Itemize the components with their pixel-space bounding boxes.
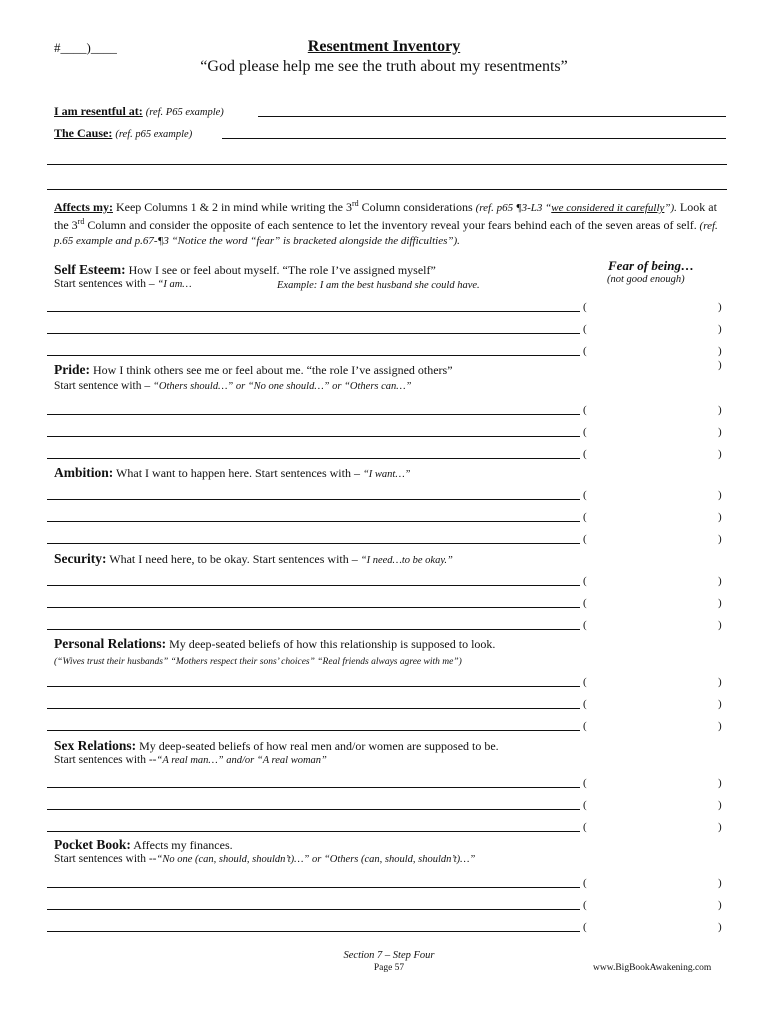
section-hint-personal-relations: (“Wives trust their husbands” “Mothers respect their sons’ choices” “Real friends always agree with me”)	[54, 657, 462, 667]
fear-close-paren: )	[718, 777, 722, 789]
fear-field-personal-relations[interactable]	[592, 676, 714, 690]
fear-open-paren: (	[583, 720, 587, 732]
field-dash	[717, 116, 726, 117]
fear-close-paren: )	[718, 533, 722, 545]
fear-open-paren: (	[583, 899, 587, 911]
footer-page-number: Page 57	[373, 963, 405, 973]
field-dash	[630, 138, 639, 139]
fear-open-paren: (	[583, 575, 587, 587]
fear-field-self-esteem[interactable]	[592, 323, 714, 337]
resentful-at-label: I am resentful at:	[54, 104, 143, 118]
resentful-at-ref: (ref. P65 example)	[145, 107, 224, 118]
fear-field-self-esteem[interactable]	[592, 301, 714, 315]
section-heading-pocket-book: Pocket Book: Affects my finances.	[54, 837, 233, 852]
writing-line-personal-relations[interactable]	[47, 708, 580, 709]
section-hint-pocket-book: Start sentences with --“No one (can, should, shouldn’t)…” or “Others (can, should, shouldn’t)…”	[54, 853, 476, 865]
fear-field-sex-relations[interactable]	[592, 821, 714, 835]
writing-line-sex-relations[interactable]	[47, 809, 580, 810]
writing-line-self-esteem[interactable]	[47, 355, 580, 356]
writing-line-security[interactable]	[47, 629, 580, 630]
fear-close-paren: )	[718, 345, 722, 357]
fear-close-paren: )	[718, 619, 722, 631]
fear-open-paren: (	[583, 448, 587, 460]
affects-paragraph: Affects my: Keep Columns 1 & 2 in mind while writing the 3rd Column considerations (ref. p65 ¶3-L3 “we considered it carefully”). Look at the 3rd Column and consider the opposite of each sentence to let the inventory reveal your fears behind each of the seven areas of self. (ref. p.65 example and p.67-¶3 “Notice the word “fear” is bracketed alongside the difficulties”).	[54, 199, 718, 247]
section-heading-self-esteem: Self Esteem: How I see or feel about myself. “The role I’ve assigned myself”	[54, 262, 436, 277]
fear-field-ambition[interactable]	[592, 489, 714, 503]
writing-line-pocket-book[interactable]	[47, 909, 580, 910]
cause-label: The Cause:	[54, 126, 113, 140]
writing-line-ambition[interactable]	[47, 499, 580, 500]
fear-close-paren: )	[718, 404, 722, 416]
section-hint-self-esteem: Start sentences with – “I am…	[54, 278, 192, 290]
fear-field-security[interactable]	[592, 597, 714, 611]
fear-open-paren: (	[583, 799, 587, 811]
writing-line-ambition[interactable]	[47, 543, 580, 544]
fear-field-pride[interactable]	[592, 426, 714, 440]
writing-line-self-esteem[interactable]	[47, 311, 580, 312]
fear-close-paren: )	[718, 426, 722, 438]
writing-line-personal-relations[interactable]	[47, 686, 580, 687]
fear-close-paren: )	[718, 575, 722, 587]
fear-field-pride[interactable]	[592, 448, 714, 462]
cause-label-row	[54, 126, 192, 141]
fear-close-paren: )	[718, 511, 722, 523]
section-heading-personal-relations: Personal Relations: My deep-seated beliefs of how this relationship is supposed to look.	[54, 636, 496, 651]
fear-field-ambition[interactable]	[592, 533, 714, 547]
fear-column-subtitle: (not good enough)	[607, 274, 685, 285]
writing-line-security[interactable]	[47, 585, 580, 586]
section-example-self-esteem: Example: I am the best husband she could have.	[277, 280, 480, 291]
page-title: Resentment Inventory	[307, 38, 461, 55]
fear-open-paren: (	[583, 676, 587, 688]
fear-open-paren: (	[583, 489, 587, 501]
resentful-at-label-row	[54, 104, 224, 119]
fear-field-personal-relations[interactable]	[592, 720, 714, 734]
writing-line-personal-relations[interactable]	[47, 730, 580, 731]
cause-field[interactable]	[222, 138, 726, 139]
cause-field-line-3[interactable]	[47, 189, 727, 190]
fear-field-security[interactable]	[592, 575, 714, 589]
field-dash	[717, 138, 726, 139]
field-dash	[672, 138, 681, 139]
resentful-at-field[interactable]	[258, 116, 726, 117]
section-hint-sex-relations: Start sentences with --“A real man…” and/or “A real woman”	[54, 754, 327, 766]
writing-line-pocket-book[interactable]	[47, 887, 580, 888]
fear-open-paren: (	[583, 323, 587, 335]
writing-line-pride[interactable]	[47, 414, 580, 415]
fear-field-pocket-book[interactable]	[592, 877, 714, 891]
fear-close-paren: )	[718, 799, 722, 811]
cause-ref: (ref. p65 example)	[115, 129, 193, 140]
fear-open-paren: (	[583, 345, 587, 357]
fear-field-sex-relations[interactable]	[592, 799, 714, 813]
fear-open-paren: (	[583, 777, 587, 789]
fear-open-paren: (	[583, 597, 587, 609]
cause-field-line-2[interactable]	[47, 164, 727, 165]
section-heading-security: Security: What I need here, to be okay. Start sentences with – “I need…to be okay.”	[54, 551, 453, 566]
page-subtitle: “God please help me see the truth about my resentments”	[200, 58, 568, 75]
fear-field-sex-relations[interactable]	[592, 777, 714, 791]
fear-close-paren: )	[718, 448, 722, 460]
fear-open-paren: (	[583, 426, 587, 438]
fear-field-pocket-book[interactable]	[592, 921, 714, 935]
fear-open-paren: (	[583, 301, 587, 313]
fear-open-paren: (	[583, 921, 587, 933]
writing-line-security[interactable]	[47, 607, 580, 608]
section-heading-pride: Pride: How I think others see me or feel about me. “the role I’ve assigned others”	[54, 362, 453, 377]
fear-open-paren: (	[583, 877, 587, 889]
fear-close-paren-extra: )	[718, 359, 722, 371]
fear-field-security[interactable]	[592, 619, 714, 633]
fear-column-title: Fear of being…	[608, 258, 694, 273]
fear-close-paren: )	[718, 899, 722, 911]
fear-open-paren: (	[583, 619, 587, 631]
writing-line-pride[interactable]	[47, 458, 580, 459]
fear-close-paren: )	[718, 597, 722, 609]
fear-close-paren: )	[718, 720, 722, 732]
footer-url: www.BigBookAwakening.com	[593, 963, 712, 973]
fear-open-paren: (	[583, 698, 587, 710]
fear-open-paren: (	[583, 821, 587, 833]
fear-field-pride[interactable]	[592, 404, 714, 418]
writing-line-self-esteem[interactable]	[47, 333, 580, 334]
section-heading-sex-relations: Sex Relations: My deep-seated beliefs of how real men and/or women are supposed to be.	[54, 738, 499, 753]
fear-close-paren: )	[718, 821, 722, 833]
fear-close-paren: )	[718, 489, 722, 501]
fear-field-self-esteem[interactable]	[592, 345, 714, 359]
fear-close-paren: )	[718, 921, 722, 933]
writing-line-pride[interactable]	[47, 436, 580, 437]
section-heading-ambition: Ambition: What I want to happen here. Start sentences with – “I want…”	[54, 465, 411, 480]
fear-close-paren: )	[718, 301, 722, 313]
fear-close-paren: )	[718, 698, 722, 710]
fear-close-paren: )	[718, 323, 722, 335]
fear-close-paren: )	[718, 676, 722, 688]
number-field[interactable]: #____)____	[54, 40, 117, 55]
writing-line-ambition[interactable]	[47, 521, 580, 522]
fear-open-paren: (	[583, 511, 587, 523]
footer-section: Section 7 – Step Four	[343, 950, 435, 961]
fear-field-pocket-book[interactable]	[592, 899, 714, 913]
writing-line-pocket-book[interactable]	[47, 931, 580, 932]
writing-line-sex-relations[interactable]	[47, 787, 580, 788]
section-hint-pride: Start sentence with – “Others should…” or “No one should…” or “Others can…”	[54, 380, 412, 392]
fear-field-personal-relations[interactable]	[592, 698, 714, 712]
fear-open-paren: (	[583, 404, 587, 416]
affects-label: Affects my:	[54, 200, 113, 214]
fear-close-paren: )	[718, 877, 722, 889]
fear-field-ambition[interactable]	[592, 511, 714, 525]
fear-open-paren: (	[583, 533, 587, 545]
writing-line-sex-relations[interactable]	[47, 831, 580, 832]
